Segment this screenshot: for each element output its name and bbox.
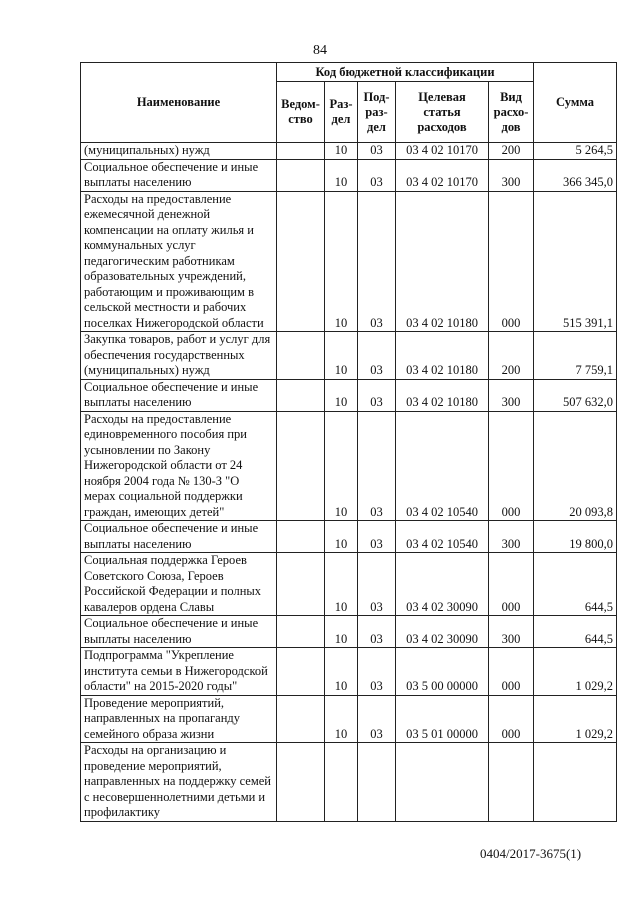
table-row bbox=[81, 143, 617, 160]
row-name: Социальное обеспечение и иные выплаты населению bbox=[81, 616, 277, 648]
header-subsection: Под- раз- дел bbox=[358, 82, 396, 143]
row-sum: 507 632,0 bbox=[534, 379, 617, 411]
row-type: 000 bbox=[489, 191, 534, 332]
row-section: 10 bbox=[325, 695, 358, 743]
row-subsection: 03 bbox=[358, 143, 396, 160]
table-row bbox=[81, 411, 617, 521]
row-dept bbox=[277, 648, 325, 696]
row-dept bbox=[277, 553, 325, 616]
table-header bbox=[81, 63, 617, 143]
row-type bbox=[489, 743, 534, 822]
row-type: 000 bbox=[489, 648, 534, 696]
row-sum: 515 391,1 bbox=[534, 191, 617, 332]
header-section: Раз- дел bbox=[325, 82, 358, 143]
document-code: 0404/2017-3675(1) bbox=[480, 846, 582, 861]
row-type: 300 bbox=[489, 159, 534, 191]
row-target: 03 4 02 10170 bbox=[396, 143, 489, 160]
row-sum: 366 345,0 bbox=[534, 159, 617, 191]
row-type: 200 bbox=[489, 332, 534, 380]
row-subsection bbox=[358, 743, 396, 822]
row-target: 03 4 02 30090 bbox=[396, 553, 489, 616]
row-subsection: 03 bbox=[358, 191, 396, 332]
row-subsection: 03 bbox=[358, 521, 396, 553]
row-name: Расходы на предоставление единовременного пособия при усыновлении по Закону Нижегородской области от 24 ноября 2004 года № 130-З "О мерах социальной поддержки граждан, имеющих детей" bbox=[81, 411, 277, 521]
row-target bbox=[396, 743, 489, 822]
row-subsection: 03 bbox=[358, 695, 396, 743]
row-section: 10 bbox=[325, 332, 358, 380]
header-type: Вид расхо- дов bbox=[489, 82, 534, 143]
row-section: 10 bbox=[325, 553, 358, 616]
row-section: 10 bbox=[325, 379, 358, 411]
row-type: 000 bbox=[489, 553, 534, 616]
row-subsection: 03 bbox=[358, 553, 396, 616]
row-target: 03 4 02 10180 bbox=[396, 191, 489, 332]
row-section: 10 bbox=[325, 143, 358, 160]
row-subsection: 03 bbox=[358, 411, 396, 521]
row-name: Социальное обеспечение и иные выплаты населению bbox=[81, 159, 277, 191]
row-dept bbox=[277, 743, 325, 822]
table-row bbox=[81, 159, 617, 191]
page-number: 84 bbox=[313, 43, 327, 58]
row-name: Закупка товаров, работ и услуг для обеспечения государственных (муниципальных) нужд bbox=[81, 332, 277, 380]
table-row bbox=[81, 553, 617, 616]
row-section bbox=[325, 743, 358, 822]
row-name: (муниципальных) нужд bbox=[81, 143, 277, 160]
table-row bbox=[81, 616, 617, 648]
row-name: Социальное обеспечение и иные выплаты населению bbox=[81, 379, 277, 411]
header-name: Наименование bbox=[81, 63, 277, 143]
table-row bbox=[81, 191, 617, 332]
table-row bbox=[81, 521, 617, 553]
header-target: Целевая статья расходов bbox=[396, 82, 489, 143]
row-sum: 644,5 bbox=[534, 553, 617, 616]
row-type: 000 bbox=[489, 411, 534, 521]
row-dept bbox=[277, 379, 325, 411]
row-type: 000 bbox=[489, 695, 534, 743]
row-subsection: 03 bbox=[358, 648, 396, 696]
row-type: 300 bbox=[489, 616, 534, 648]
row-sum: 7 759,1 bbox=[534, 332, 617, 380]
table-row bbox=[81, 332, 617, 380]
table-row bbox=[81, 743, 617, 822]
row-name: Социальная поддержка Героев Советского Союза, Героев Российской Федерации и полных кавалеров ордена Славы bbox=[81, 553, 277, 616]
row-dept bbox=[277, 695, 325, 743]
row-name: Расходы на предоставление ежемесячной денежной компенсации на оплату жилья и коммунальных услуг педагогическим работникам образовательных учреждений, работающим и проживающим в сельской местности и рабочих поселках Нижегородской области bbox=[81, 191, 277, 332]
row-type: 300 bbox=[489, 521, 534, 553]
row-target: 03 4 02 30090 bbox=[396, 616, 489, 648]
row-target: 03 4 02 10180 bbox=[396, 379, 489, 411]
row-sum: 644,5 bbox=[534, 616, 617, 648]
row-type: 300 bbox=[489, 379, 534, 411]
budget-table bbox=[80, 62, 617, 822]
row-dept bbox=[277, 159, 325, 191]
row-section: 10 bbox=[325, 411, 358, 521]
row-dept bbox=[277, 191, 325, 332]
row-section: 10 bbox=[325, 521, 358, 553]
row-target: 03 5 01 00000 bbox=[396, 695, 489, 743]
table-body bbox=[81, 143, 617, 822]
row-target: 03 4 02 10170 bbox=[396, 159, 489, 191]
row-section: 10 bbox=[325, 648, 358, 696]
row-subsection: 03 bbox=[358, 332, 396, 380]
header-dept: Ведом- ство bbox=[277, 82, 325, 143]
row-sum: 1 029,2 bbox=[534, 695, 617, 743]
row-type: 200 bbox=[489, 143, 534, 160]
row-name: Расходы на организацию и проведение мероприятий, направленных на поддержку семей с несовершеннолетними детьми и профилактику bbox=[81, 743, 277, 822]
row-target: 03 4 02 10540 bbox=[396, 411, 489, 521]
row-dept bbox=[277, 143, 325, 160]
row-target: 03 4 02 10180 bbox=[396, 332, 489, 380]
row-target: 03 4 02 10540 bbox=[396, 521, 489, 553]
row-name: Подпрограмма "Укрепление института семьи в Нижегородской области" на 2015-2020 годы" bbox=[81, 648, 277, 696]
row-dept bbox=[277, 411, 325, 521]
header-classification-group: Код бюджетной классификации bbox=[277, 63, 534, 82]
row-target: 03 5 00 00000 bbox=[396, 648, 489, 696]
row-name: Проведение мероприятий, направленных на пропаганду семейного образа жизни bbox=[81, 695, 277, 743]
row-section: 10 bbox=[325, 191, 358, 332]
row-subsection: 03 bbox=[358, 616, 396, 648]
row-sum: 19 800,0 bbox=[534, 521, 617, 553]
header-sum: Сумма bbox=[534, 63, 617, 143]
row-sum: 1 029,2 bbox=[534, 648, 617, 696]
row-dept bbox=[277, 616, 325, 648]
row-section: 10 bbox=[325, 616, 358, 648]
table-row bbox=[81, 695, 617, 743]
row-sum: 5 264,5 bbox=[534, 143, 617, 160]
row-subsection: 03 bbox=[358, 159, 396, 191]
row-section: 10 bbox=[325, 159, 358, 191]
row-subsection: 03 bbox=[358, 379, 396, 411]
table-row bbox=[81, 648, 617, 696]
row-sum: 20 093,8 bbox=[534, 411, 617, 521]
row-dept bbox=[277, 521, 325, 553]
row-dept bbox=[277, 332, 325, 380]
table-row bbox=[81, 379, 617, 411]
row-name: Социальное обеспечение и иные выплаты населению bbox=[81, 521, 277, 553]
row-sum bbox=[534, 743, 617, 822]
